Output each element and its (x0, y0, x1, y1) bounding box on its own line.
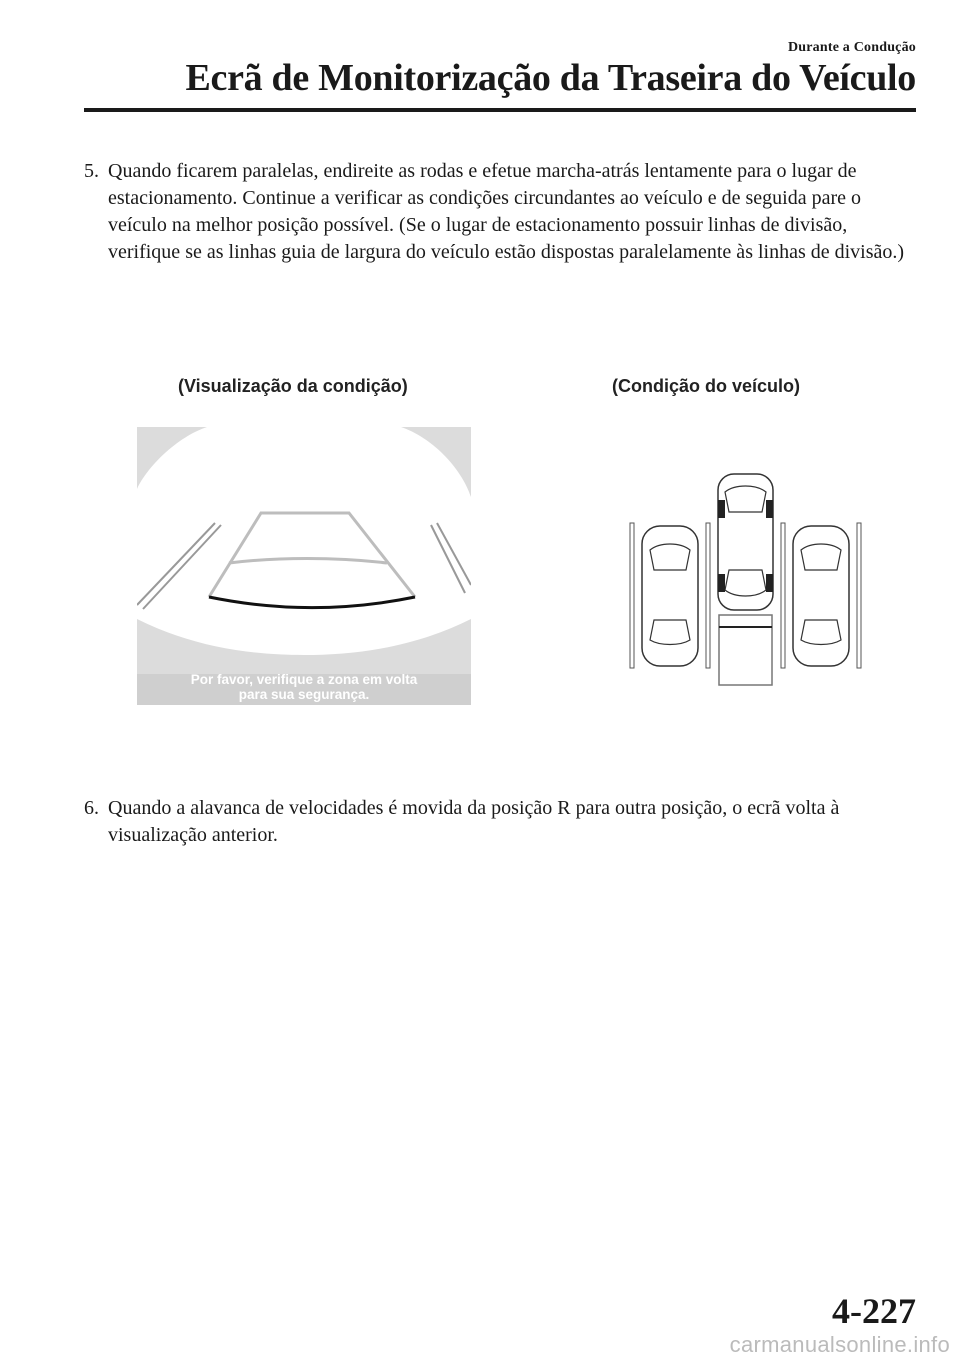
step-number: 5. (84, 160, 99, 182)
camera-message-line1: Por favor, verifique a zona em volta (190, 672, 418, 687)
camera-screen-message (137, 672, 471, 702)
page-number: 4-227 (832, 1291, 916, 1331)
watermark: carmanualsonline.info (729, 1332, 950, 1357)
parked-car-right (793, 526, 849, 666)
reversing-car (718, 474, 773, 610)
camera-view-illustration (137, 427, 471, 705)
figure-left-label: (Visualização da condição) (178, 376, 408, 396)
step-text: Quando a alavanca de velocidades é movida da posição R para outra posição, o ecrã volta à visualização anterior. (108, 797, 840, 846)
step-text: Quando ficarem paralelas, endireite as rodas e efetue marcha-atrás lentamente para o lugar de estacionamento. Continue a verificar as condições circundantes ao veículo e de seguida pare o veículo na melhor posição possível. (Se o lugar de estacionamento possuir linhas de divisão, verifique se as linhas guia de largura do veículo estão dispostas paralelamente às linhas de divisão.) (108, 160, 905, 263)
camera-message-line2: para sua segurança. (238, 687, 370, 702)
figure-right-label: (Condição do veículo) (612, 376, 801, 396)
step-5 (84, 158, 924, 266)
step-6 (84, 795, 924, 849)
parking-diagram-illustration (620, 470, 870, 690)
step-number: 6. (84, 797, 99, 819)
header-rule (84, 108, 916, 112)
parked-car-left (642, 526, 698, 666)
section-header: Durante a Condução (787, 40, 916, 55)
page-title: Ecrã de Monitorização da Traseira do Veículo (185, 57, 916, 99)
